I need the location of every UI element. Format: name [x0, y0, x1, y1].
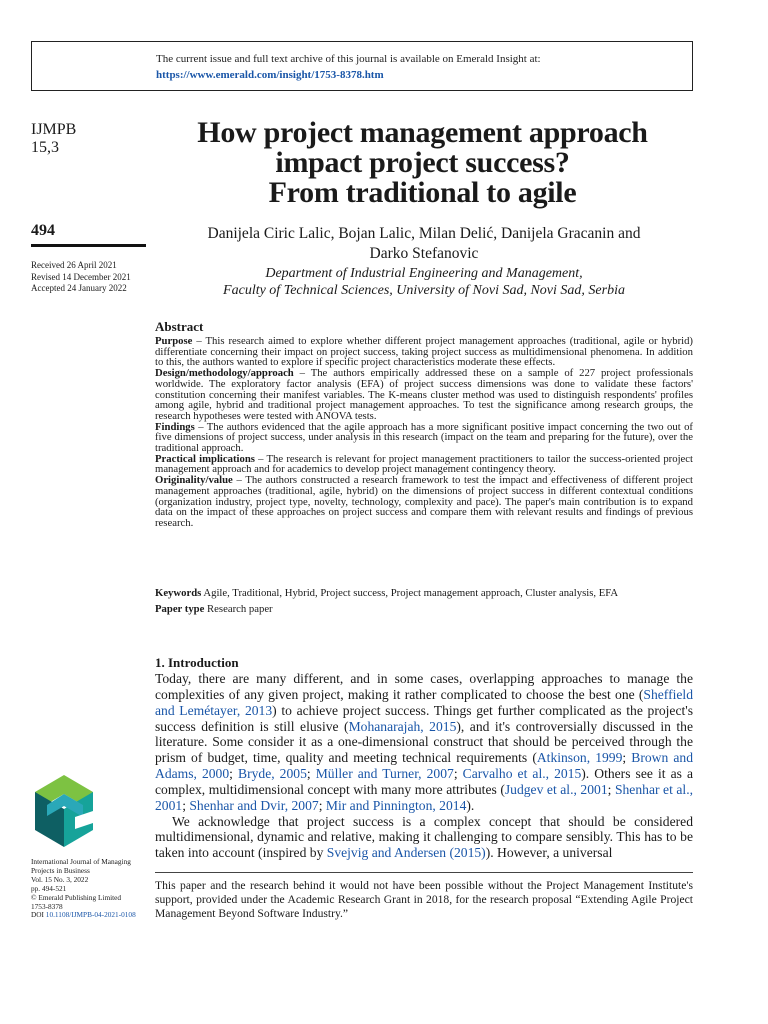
pubinfo-doi — [31, 911, 149, 920]
keywords — [155, 587, 695, 599]
citation-link[interactable]: Atkinson, 1999 — [536, 750, 623, 766]
intro-text: We acknowledge that project success is a complex concept that should be considered multidimensional, dynamic and relative, making it challenging to compare sensibly. This has to be taken into account (inspired by — [155, 813, 693, 861]
pubinfo-pages: pp. 494-521 — [31, 883, 67, 893]
pubinfo-issn: 1753-8378 — [31, 901, 63, 911]
title-line-1: How project management approach — [197, 116, 648, 149]
article-title — [150, 118, 695, 208]
doi-link[interactable]: 10.1108/IJMPB-04-2021-0108 — [45, 910, 136, 920]
originality-label: Originality/value — [155, 474, 233, 487]
citation-link[interactable]: Shenhar and Dvir, 2007 — [189, 797, 319, 813]
keywords-label: Keywords — [155, 587, 202, 599]
pubinfo-volume: Vol. 15 No. 3, 2022 — [31, 874, 89, 884]
citation-separator: ; — [229, 766, 238, 782]
abstract-practical — [155, 454, 693, 475]
citation-separator: ; — [318, 797, 326, 813]
citation-link[interactable]: Mohanarajah, 2015 — [348, 718, 457, 734]
journal-code: IJMPB — [31, 121, 77, 138]
intro-text: ). — [466, 797, 475, 813]
pubinfo-journal-line1: International Journal of Managing — [31, 857, 131, 866]
abstract-body — [155, 336, 693, 529]
page-number: 494 — [31, 222, 55, 239]
acknowledgement-footnote: This paper and the research behind it would not have been possible without the Project Management Institute's support, provided under the Academic Research Grant in 2018, for the research proposal “Extending Agile Project Management Beyond Software Industry.” — [155, 879, 693, 920]
affiliation-line-1: Department of Industrial Engineering and Management, — [265, 266, 583, 281]
section-heading-introduction: 1. Introduction — [155, 655, 239, 670]
intro-paragraph-1 — [155, 671, 693, 814]
paper-type-label: Paper type — [155, 603, 205, 615]
citation-link[interactable]: Svejvig and Andersen (2015) — [326, 845, 486, 861]
publication-info — [31, 858, 149, 920]
intro-text: ) to achieve project success. Things get further complicated as the project's success definition is still elusive ( — [155, 702, 694, 734]
journal-abbrev — [31, 121, 76, 157]
citation-link[interactable]: Shenhar et al., 2001 — [155, 781, 694, 813]
findings-text: – The authors evidenced that the agile approach has a more significant positive impact concerning the two out of five dimensions of project success, under analysis in this research (impact on the team and preparing for the future), over the traditional approach. — [155, 420, 693, 455]
citation-separator: ; — [182, 797, 190, 813]
crossmark-logo-icon[interactable] — [31, 773, 97, 849]
revised-date: Revised 14 December 2021 — [31, 271, 131, 282]
journal-url-link[interactable]: https://www.emerald.com/insight/1753-8378.htm — [156, 69, 384, 81]
intro-paragraph-2 — [155, 814, 693, 862]
citation-separator: ; — [306, 766, 316, 782]
abstract-findings — [155, 422, 693, 454]
citation-link[interactable]: Müller and Turner, 2007 — [315, 766, 454, 782]
citation-link[interactable]: Bryde, 2005 — [238, 766, 307, 782]
authors-line-2: Darko Stefanovic — [369, 245, 479, 262]
received-date: Received 26 April 2021 — [31, 260, 117, 270]
affiliation — [154, 265, 694, 299]
citation-separator: ; — [622, 750, 632, 766]
citation-link[interactable]: Judgev et al., 2001 — [504, 781, 608, 797]
footnote-divider — [155, 872, 693, 873]
citation-separator: ; — [607, 781, 615, 797]
design-text: – The authors empirically addressed these on a sample of 227 project professionals worldwide. The exploratory factor analysis (EFA) of project success dimensions was done to validate these factors' constitution concerning their manifest variables. The K-means cluster method was used to distinguish respondents' profiles among agile, hybrid and traditional project management approaches. To test the significance among research groups, the research hypotheses were tested with ANOVA tests. — [155, 367, 693, 422]
practical-label: Practical implications — [155, 452, 255, 465]
purpose-label: Purpose — [155, 335, 193, 347]
citation-separator: ; — [453, 766, 463, 782]
intro-text: ), and it's controversially discussed in the literature. Some consider it as a one-dimensional construct that should be perceived through the prism of budget, time, quality and meeting technical requirements ( — [155, 718, 693, 766]
practical-text: – The research is relevant for project management practitioners to tailor the success-oriented project management approach and for academics to develop project management contingency theory. — [155, 452, 693, 476]
abstract-purpose — [155, 336, 693, 368]
pubinfo-copyright: © Emerald Publishing Limited — [31, 892, 122, 902]
journal-volume: 15,3 — [31, 139, 59, 156]
abstract-design — [155, 368, 693, 422]
author-list — [154, 224, 694, 264]
banner-text: The current issue and full text archive of this journal is available on Emerald Insight at: — [156, 53, 541, 65]
intro-text: Today, there are many different, and in some cases, overlapping approaches to manage the complexities of any given project, making it rather complicated to choose the best one ( — [155, 671, 693, 702]
keywords-text: Agile, Traditional, Hybrid, Project success, Project management approach, Cluster analysis, EFA — [201, 587, 619, 599]
journal-banner — [31, 41, 693, 91]
title-line-2: impact project success? — [275, 146, 570, 179]
paper-type — [155, 603, 695, 615]
pubinfo-journal-line2: Projects in Business — [31, 865, 90, 875]
citation-link[interactable]: Sheffield and Lemétayer, 2013 — [155, 686, 693, 718]
accepted-date: Accepted 24 January 2022 — [31, 283, 127, 293]
abstract-heading: Abstract — [155, 319, 204, 334]
page-number-rule — [31, 244, 146, 247]
citation-link[interactable]: Brown and Adams, 2000 — [155, 750, 693, 782]
citation-link[interactable]: Carvalho et al., 2015 — [462, 766, 582, 782]
abstract-originality — [155, 475, 693, 529]
intro-text: ). However, a universal — [485, 845, 613, 861]
affiliation-line-2: Faculty of Technical Sciences, University of Novi Sad, Novi Sad, Serbia — [223, 283, 625, 298]
intro-text: ). Others see it as a complex, multidimensional concept with many more attributes ( — [155, 766, 693, 797]
paper-type-text: Research paper — [204, 603, 273, 615]
authors-line-1: Danijela Ciric Lalic, Bojan Lalic, Milan Delić, Danijela Gracanin and — [207, 225, 641, 242]
doi-label: DOI — [31, 910, 46, 920]
article-dates — [31, 260, 131, 295]
introduction-body — [155, 671, 693, 861]
originality-text: – The authors constructed a research framework to test the impact and effectiveness of different project management approaches (traditional, agile, hybrid) on the dimensions of project success in different contextual conditions (organization industry, project type, novelty, technology, complexity and pace). The paper's main contribution is to expand data on the impact of these approaches on project success and compare them with relevant results and findings of previous research. — [155, 474, 693, 529]
design-label: Design/methodology/approach — [155, 367, 294, 380]
citation-link[interactable]: Mir and Pinnington, 2014 — [325, 797, 467, 813]
title-line-3: From traditional to agile — [268, 176, 577, 209]
purpose-text: – This research aimed to explore whether different project management approaches (traditional, agile or hybrid) differentiate concerning their impact on project success, taking project success as multidimensional phenomena. In addition to this, the authors wanted to explore if specific project characteristics moderate these effects. — [155, 335, 693, 369]
findings-label: Findings — [155, 420, 195, 433]
